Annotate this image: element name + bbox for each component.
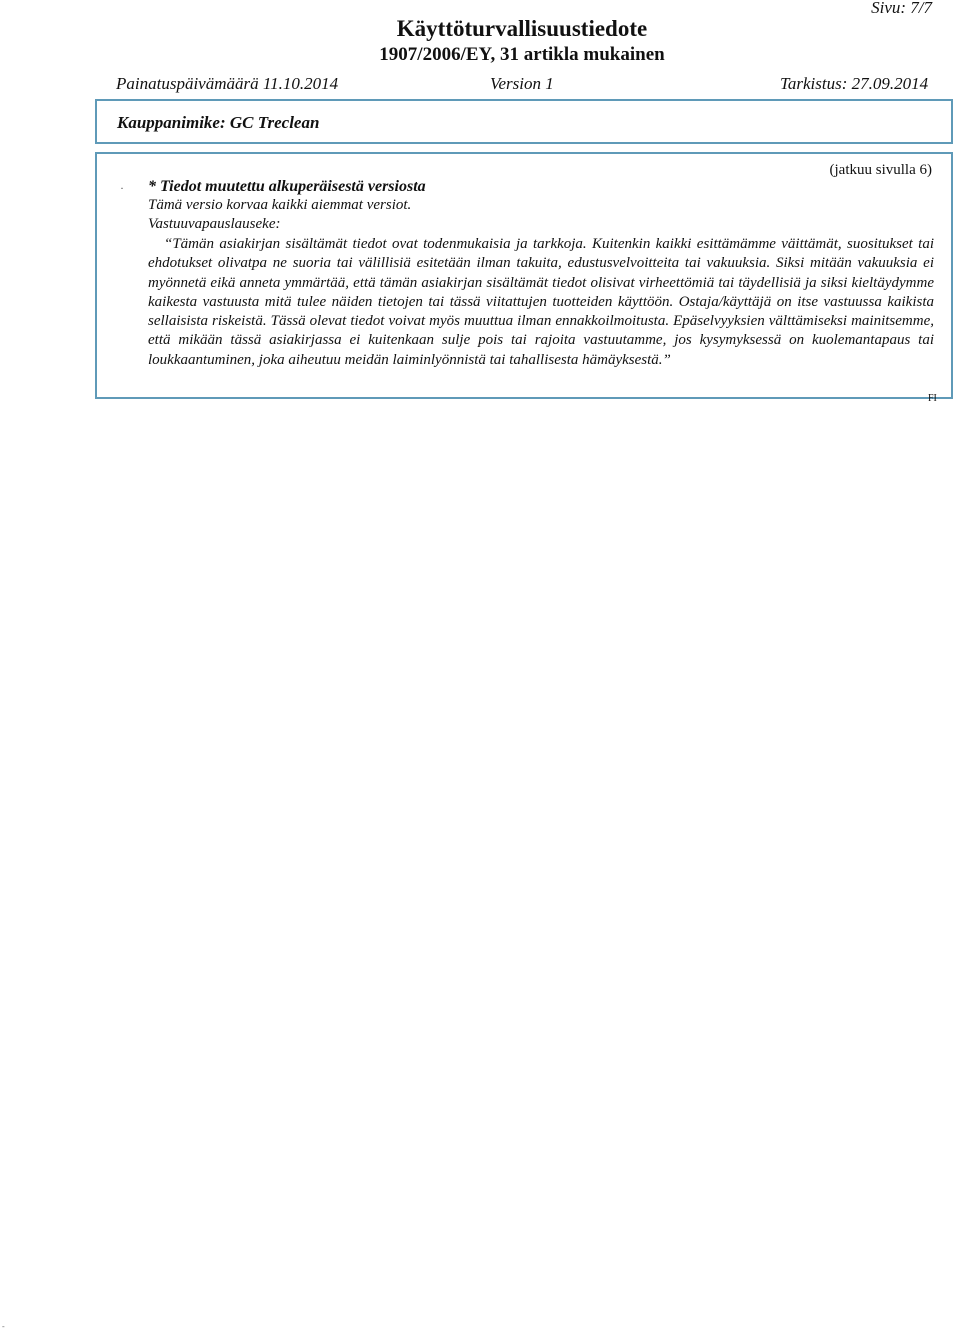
revision-date: Tarkistus: 27.09.2014 bbox=[780, 74, 929, 93]
page-number: Sivu: 7/7 bbox=[871, 0, 932, 17]
bullet-marker: · bbox=[120, 181, 124, 195]
corner-mark: - bbox=[2, 1322, 5, 1331]
continued-note: (jatkuu sivulla 6) bbox=[829, 162, 932, 178]
version-note: Tämä versio korvaa kaikki aiemmat versiot. bbox=[148, 197, 412, 213]
disclaimer-body: Tämän asiakirjan sisältämät tiedot ovat todenmukaisia ja tarkkoja. Kuitenkin kaikki esittämämme väittämät, suositukset tai ehdotukset olivatpa ne suoria tai välillisiä esitetään ilman takuita, edustusvelvoitteita tai vakuuksia. Siksi mitään vakuuksia ei myönnetä eikä anneta ymmärtää, että tämän asiakirjan sisältämät tiedot olisivat virheettömiä tai täydellisiä ja siksi kieltäydymme kaikesta vastuusta mitä tulee näiden tietojen tai tässä viitattujen tuotteiden käyttöön. Ostaja/käyttäjä on itse vastuussa kaikista sellaisista riskeistä. Tässä olevat tiedot voivat myös muuttua ilman ennakkoilmoitusta. Epäselvyyksien välttämiseksi mainitsemme, että mikään tässä asiakirjassa ei kuitenkaan sulje pois tai rajoita vastuutamme, jos kysymyksessä on kuolemantapaus tai loukkaantuminen, joka aiheutuu meidän laiminlyönnistä tai tahallisesta hämäyksestä. bbox=[148, 236, 934, 368]
product-name: Kauppanimike: GC Treclean bbox=[117, 113, 320, 132]
disclaimer-text: “Tämän asiakirjan sisältämät tiedot ovat todenmukaisia ja tarkkoja. Kuitenkin kaikki esittämämme väittämät, suositukset tai ehdotukset olivatpa ne suoria tai välillisiä esitetään ilman takuita, edustusvelvoitteita tai vakuuksia. Siksi mitään vakuuksia ei myönnetä eikä anneta ymmärtää, että tämän asiakirjan sisältämät tiedot olisivat virheettömiä tai täydellisiä ja siksi kieltäydymme kaikesta vastuusta mitä tulee näiden tietojen tai tässä viitattujen tuotteiden käyttöön. Ostaja/käyttäjä on itse vastuussa kaikista sellaisista riskeistä. Tässä olevat tiedot voivat myös muuttua ilman ennakkoilmoitusta. Epäselvyyksien välttämiseksi mainitsemme, että mikään tässä asiakirjassa ei kuitenkaan sulje pois tai rajoita vastuutamme, jos kysymyksessä on kuolemantapaus tai loukkaantuminen, joka aiheutuu meidän laiminlyönnistä tai tahallisesta hämäyksestä.” bbox=[148, 236, 934, 368]
document-title: Käyttöturvallisuustiedote bbox=[396, 16, 648, 41]
changes-heading: * Tiedot muutettu alkuperäisestä versiosta bbox=[148, 178, 426, 195]
print-date: Painatuspäivämäärä 11.10.2014 bbox=[116, 74, 339, 93]
section-box bbox=[95, 152, 953, 399]
disclaimer-heading: Vastuuvapauslauseke: bbox=[148, 216, 281, 232]
version-label: Version 1 bbox=[490, 74, 554, 93]
product-name-box bbox=[95, 99, 953, 144]
document-subtitle: 1907/2006/EY, 31 artikla mukainen bbox=[379, 44, 665, 65]
language-code: FI bbox=[928, 393, 937, 404]
